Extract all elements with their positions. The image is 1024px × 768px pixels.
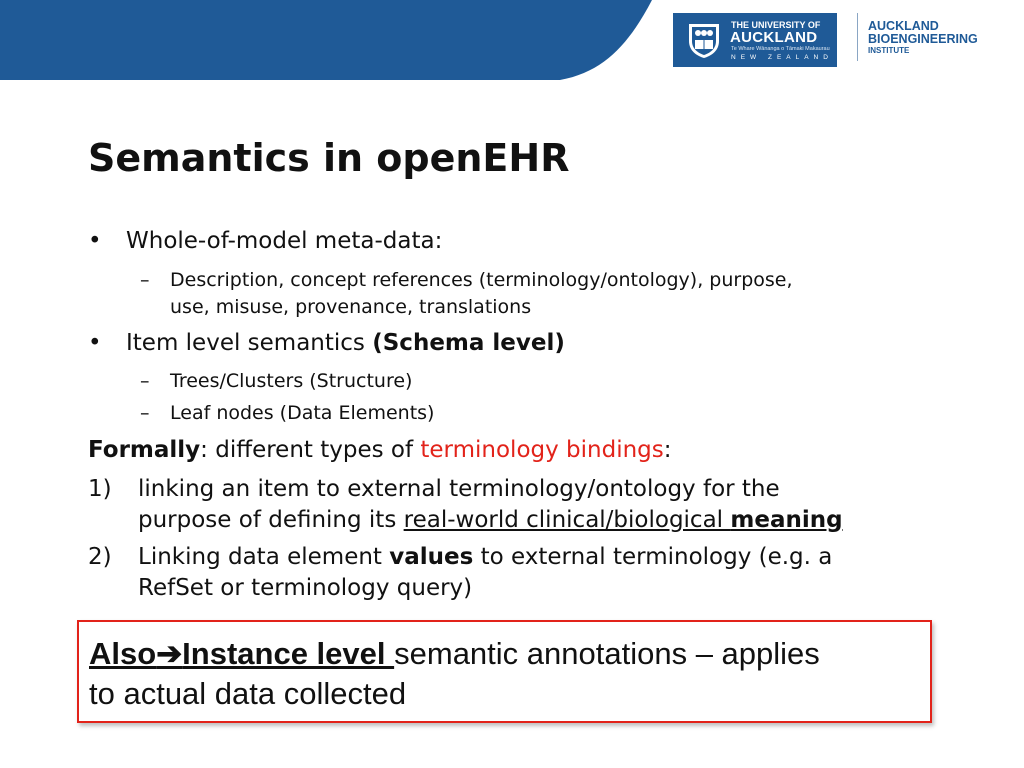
numbered-item-2-prefix: Linking data element (138, 544, 390, 570)
numbered-marker-2: 2) (88, 544, 112, 570)
logo-divider (857, 13, 858, 61)
numbered-item-1-line2 (138, 507, 843, 533)
instance-level-bold: Instance level (182, 636, 395, 671)
abi-logo-line1: AUCKLAND (868, 19, 939, 33)
numbered-item-1-prefix: purpose of defining its (138, 507, 404, 533)
terminology-bindings-red: terminology bindings (420, 437, 664, 463)
callout-rest-line1: semantic annotations – applies (394, 636, 820, 671)
meaning-bold: meaning (730, 507, 843, 533)
sub-bullet-leaf-nodes: Leaf nodes (Data Elements) (170, 402, 435, 424)
uoa-logo-line4: NEW ZEALAND (731, 54, 833, 61)
callout-box (77, 620, 932, 723)
also-bold: Also (89, 636, 157, 671)
callout-rest-line2: to actual data collected (89, 676, 407, 711)
sub-bullet-marker: – (140, 269, 150, 291)
uoa-logo-line1: THE UNIVERSITY OF (731, 20, 821, 30)
sub-bullet-description-line1: Description, concept references (terminology/ontology), purpose, (170, 269, 793, 291)
callout-text (89, 634, 919, 714)
abi-logo-line2: BIOENGINEERING (868, 31, 978, 46)
bullet-marker: • (88, 228, 102, 254)
uoa-logo-line3: Te Whare Wānanga o Tāmaki Makaurau (731, 46, 830, 52)
sub-bullet-marker: – (140, 370, 150, 392)
sub-bullet-trees: Trees/Clusters (Structure) (170, 370, 413, 392)
numbered-marker-1: 1) (88, 476, 112, 502)
abi-logo-line3: INSTITUTE (868, 46, 910, 55)
numbered-item-2-line2: RefSet or terminology query) (138, 575, 473, 601)
values-bold: values (389, 544, 474, 570)
real-world-text: real-world clinical/biological (403, 507, 731, 533)
university-of-auckland-logo (673, 13, 837, 67)
formally-bold: Formally (88, 437, 201, 463)
bullet-item-level (126, 330, 565, 356)
bullet-whole-of-model: Whole-of-model meta-data: (126, 228, 443, 254)
arrow-icon: ➔ (156, 636, 183, 671)
numbered-item-1-line1: linking an item to external terminology/ontology for the (138, 476, 780, 502)
bioengineering-institute-logo (868, 20, 978, 55)
also-instance-underlined (89, 636, 394, 671)
formally-colon: : (663, 437, 672, 463)
bullet-marker: • (88, 330, 102, 356)
uoa-logo-line2: AUCKLAND (730, 29, 818, 46)
bullet-item-level-text: Item level semantics (126, 330, 373, 356)
numbered-item-2-line1 (138, 544, 832, 570)
schema-level-bold: (Schema level) (372, 330, 565, 356)
sub-bullet-description-line2: use, misuse, provenance, translations (170, 296, 532, 318)
numbered-item-2-suffix: to external terminology (e.g. a (473, 544, 833, 570)
slide-title: Semantics in openEHR (88, 136, 570, 180)
formally-line (88, 437, 672, 463)
real-world-underlined (404, 507, 843, 533)
crest-icon (685, 21, 723, 59)
sub-bullet-marker: – (140, 402, 150, 424)
formally-text: : different types of (200, 437, 421, 463)
